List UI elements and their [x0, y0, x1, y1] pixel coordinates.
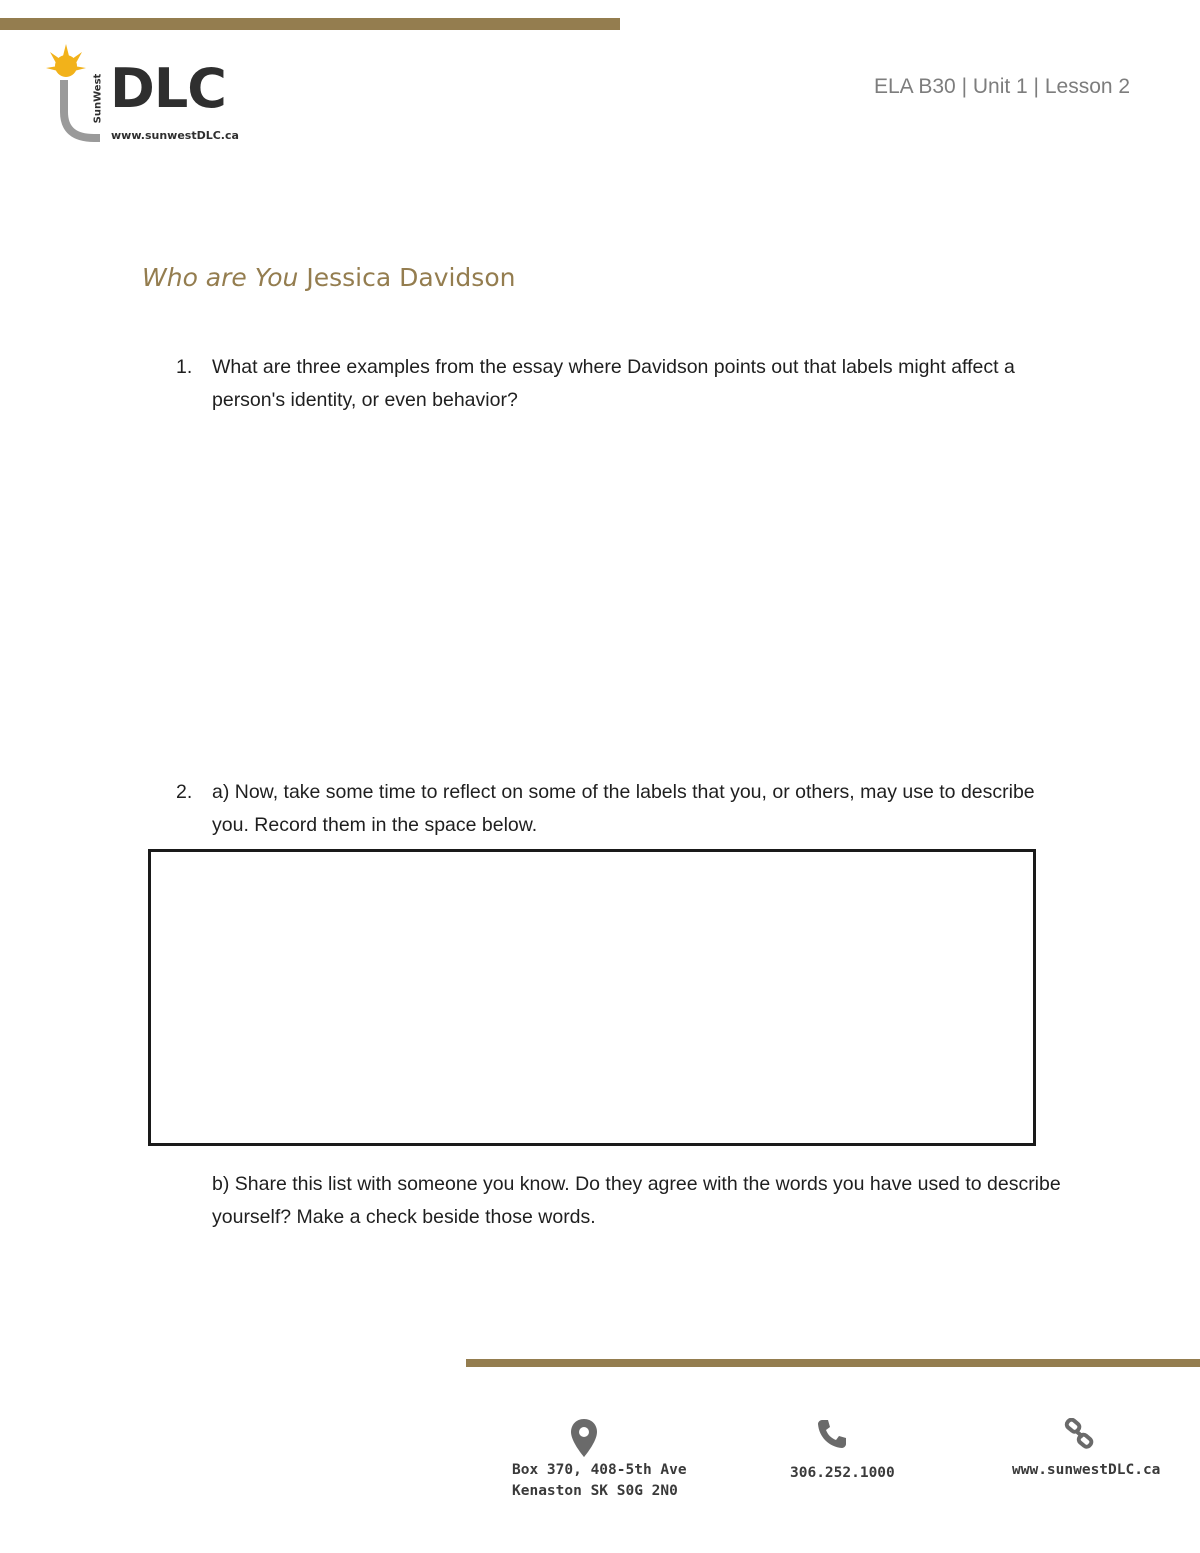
top-accent-bar: [0, 18, 620, 30]
question-2-number: 2.: [176, 781, 193, 803]
footer-address-line2: Kenaston SK S0G 2N0: [512, 1483, 678, 1499]
link-icon: [1064, 1418, 1096, 1450]
course-label: ELA B30 | Unit 1 | Lesson 2: [874, 75, 1131, 98]
phone-icon: [816, 1418, 848, 1450]
location-pin-icon: [570, 1418, 598, 1458]
logo-brand-text: DLC: [110, 57, 226, 120]
title-author: Jessica Davidson: [306, 263, 516, 292]
footer-address-line1: Box 370, 408-5th Ave: [512, 1462, 687, 1478]
question-2b-text: b) Share this list with someone you know. Do they agree with the words you have used to describe yourself? Make a check beside those words.: [212, 1173, 1061, 1228]
title-italic: Who are You: [142, 263, 299, 292]
footer-address: [512, 1460, 687, 1502]
question-1-number: 1.: [176, 356, 193, 378]
question-2-text: a) Now, take some time to reflect on some of the labels that you, or others, may use to describe you. Record them in the space below.: [212, 781, 1035, 836]
answer-box[interactable]: [148, 849, 1036, 1146]
footer-phone: 306.252.1000: [790, 1465, 895, 1481]
page-title: [142, 263, 515, 292]
logo-sunwest-text: SunWest: [92, 73, 104, 124]
logo-url-text: www.sunwestDLC.ca: [111, 129, 239, 142]
bottom-accent-bar: [466, 1359, 1200, 1367]
question-1-text: What are three examples from the essay where Davidson points out that labels might affect a person's identity, or even behavior?: [212, 356, 1015, 411]
footer-website[interactable]: www.sunwestDLC.ca: [1012, 1462, 1161, 1478]
